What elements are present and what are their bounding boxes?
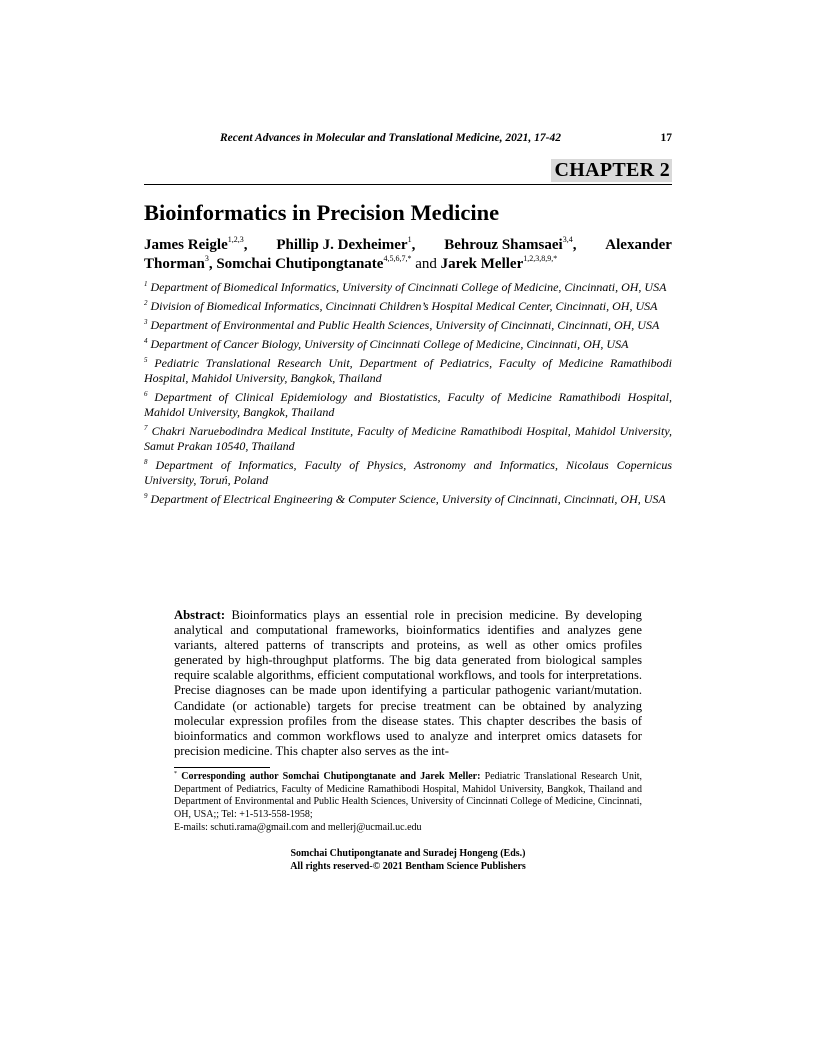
journal-citation bbox=[220, 132, 561, 144]
author-line-1 bbox=[144, 236, 672, 255]
abstract bbox=[174, 608, 642, 759]
editors-line: Somchai Chutipongtanate and Suradej Hongeng (Eds.) bbox=[290, 848, 526, 859]
footnote-text: Pediatric Translational Research Unit, Department of Pediatrics, Faculty of Medicine Ramathibodi Hospital, Mahidol University, Bangkok, Thailand and Department of Environmental and Public Health Sciences, University of Cincinnati College of Medicine, Cincinnati, OH, USA;; Tel: +1-513-558-1958; bbox=[174, 771, 642, 821]
footnote-label: Corresponding author Somchai Chutipongtanate and Jarek Meller: bbox=[181, 771, 481, 782]
affiliation: $^3$ Department of Environmental and Public Health Sciences, University of Cincinnati, Cincinnati, OH, USA bbox=[144, 318, 660, 332]
footnote-marker: * bbox=[174, 771, 177, 777]
affiliation: $^9$ Department of Electrical Engineering & Computer Science, University of Cincinnati, Cincinnati, OH, USA bbox=[144, 492, 666, 506]
author-list bbox=[144, 236, 672, 274]
chapter-title: Bioinformatics in Precision Medicine bbox=[144, 200, 500, 225]
author-line-2 bbox=[144, 255, 672, 274]
page-number: 17 bbox=[660, 132, 672, 144]
author: Phillip J. Dexheimer$^1$, bbox=[276, 235, 416, 253]
author: Behrouz Shamsaei$^{3,4}$, bbox=[444, 235, 577, 253]
abstract-label: Abstract: bbox=[174, 608, 226, 622]
affiliation: $^6$ Department of Clinical Epidemiology and Biostatistics, Faculty of Medicine Ramathibodi Hospital, Mahidol University, Bangkok, Thailand bbox=[144, 390, 673, 419]
chapter-header bbox=[144, 160, 672, 185]
journal-name: Recent Advances in Molecular and Translational Medicine bbox=[220, 132, 500, 144]
editors-block bbox=[174, 848, 642, 873]
abstract-text: Bioinformatics plays an essential role in precision medicine. By developing analytical and computational frameworks, bioinformatics identifies and analyzes gene variants, altered patterns of transcripts and proteins, as well as other omics profiles generated by high-throughput platforms. The big data generated from biological samples require scalable algorithms, efficient computational workflows, and tools for interpretations. Precise diagnoses can be made upon identifying a particular pathogenic variant/mutation. Candidate (or actionable) targets for precise treatment can be obtained by analyzing molecular expression profiles from the disease states. This chapter describes the basis of bioinformatics and common workflows used to analyze and interpret omics datasets for precision medicine. This chapter also serves as the int- bbox=[174, 608, 642, 758]
affiliation: $^2$ Division of Biomedical Informatics, Cincinnati Children’s Hospital Medical Center, Cincinnati, OH, USA bbox=[144, 299, 658, 313]
footnote-divider bbox=[174, 767, 270, 768]
footnote-emails: E-mails: schuti.rama@gmail.com and mellerj@ucmail.uc.edu bbox=[174, 821, 422, 833]
chapter-label: CHAPTER 2 bbox=[551, 159, 672, 182]
authors-conjunction: and bbox=[415, 256, 437, 272]
journal-year-pages: , 2021, 17-42 bbox=[499, 132, 561, 144]
affiliation: $^4$ Department of Cancer Biology, University of Cincinnati College of Medicine, Cincinnati, OH, USA bbox=[144, 337, 629, 351]
affiliation: $^8$ Department of Informatics, Faculty of Physics, Astronomy and Informatics, Nicolaus Copernicus University, Toruń, Poland bbox=[144, 458, 673, 487]
corresponding-author-footnote bbox=[174, 771, 642, 835]
affiliation: $^5$ Pediatric Translational Research Unit, Department of Pediatrics, Faculty of Medicine Ramathibodi Hospital, Mahidol University, Bangkok, Thailand bbox=[144, 356, 673, 385]
author: Jarek Meller$^{1,2,3,8,9,*}$ bbox=[440, 254, 558, 272]
author: Somchai Chutipongtanate$^{4,5,6,7,*}$ bbox=[216, 254, 412, 272]
author: James Reigle$^{1,2,3}$, bbox=[144, 235, 248, 253]
copyright-line: All rights reserved-© 2021 Bentham Science Publishers bbox=[290, 860, 526, 872]
affiliation: $^1$ Department of Biomedical Informatics, University of Cincinnati College of Medicine, Cincinnati, OH, USA bbox=[144, 280, 667, 294]
affiliation: $^7$ Chakri Naruebodindra Medical Institute, Faculty of Medicine Ramathibodi Hospital, Mahidol University, Samut Prakan 10540, Thailand bbox=[144, 424, 673, 453]
author: Thorman$^3$, bbox=[144, 254, 213, 272]
author: Alexander bbox=[605, 237, 672, 253]
affiliation-list bbox=[144, 280, 672, 511]
